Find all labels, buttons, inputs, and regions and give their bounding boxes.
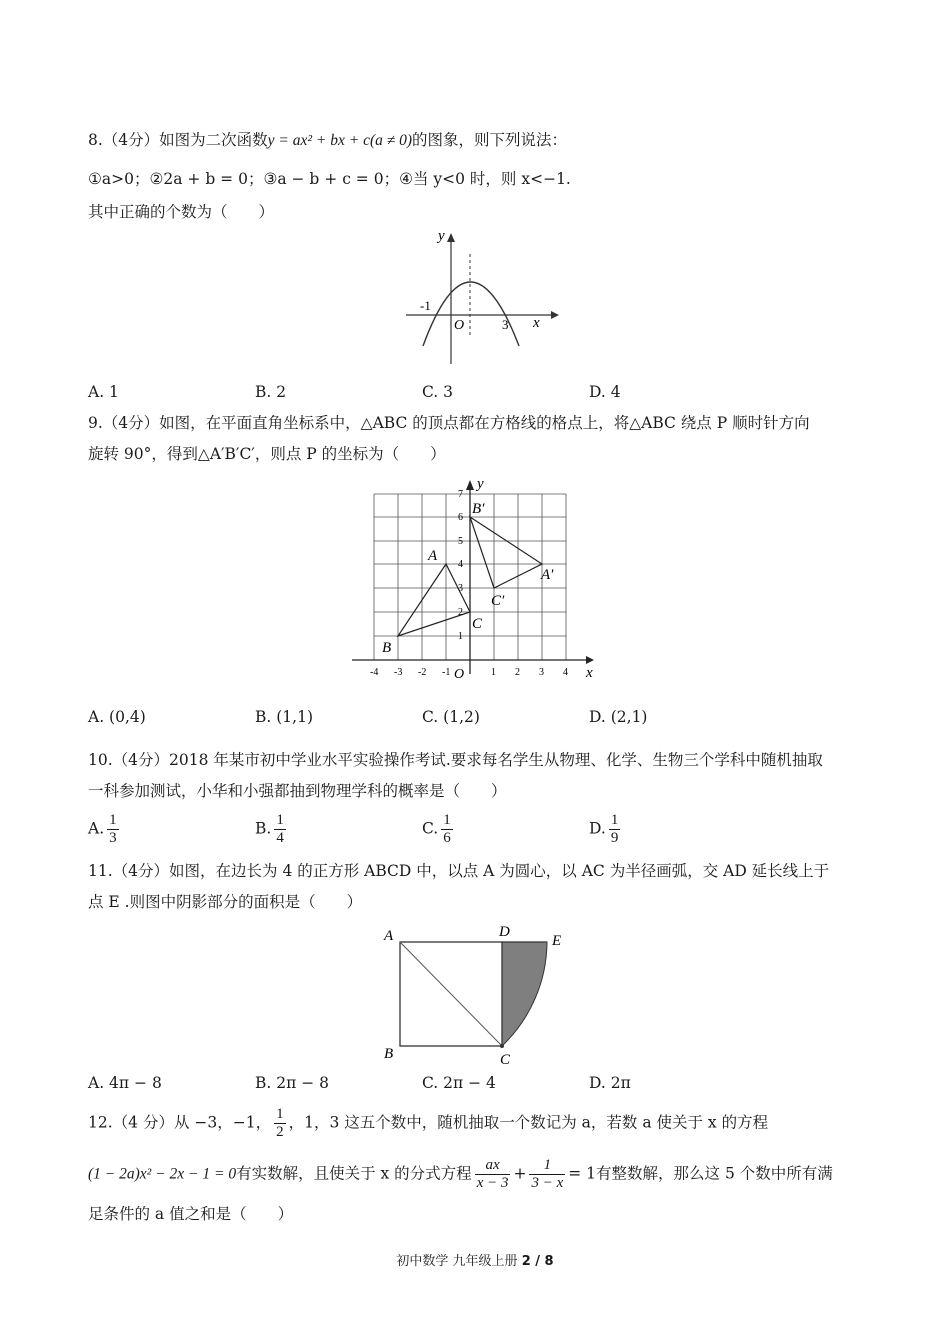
fraction-one [529, 1157, 565, 1192]
label-b-prime: B′ [472, 501, 485, 517]
label-a: A [428, 548, 438, 564]
q8-prefix: 8.（4分）如图为二次函数 [88, 131, 268, 149]
y-tick: 4 [458, 559, 463, 570]
fraction-denominator: 3 [109, 830, 117, 846]
x-tick: 2 [515, 667, 520, 678]
q10-option-b[interactable] [255, 812, 289, 847]
q9-option-d[interactable]: D. (2,1) [589, 708, 648, 726]
fraction-denominator: x − 3 [476, 1175, 509, 1191]
q12-line3: 足条件的 a 值之和是（ ） [88, 1205, 294, 1223]
x-tick: -2 [418, 667, 427, 678]
q12-part3: 有实数解，且使关于 x 的分式方程 [236, 1164, 472, 1183]
fraction-numerator: 1 [443, 812, 451, 828]
fraction-numerator: 1 [109, 812, 117, 828]
fraction-numerator: 1 [529, 1157, 565, 1175]
x-tick: -4 [370, 667, 379, 678]
fraction-denominator: 4 [276, 830, 284, 846]
label-c: C [500, 1052, 511, 1067]
q11-line2: 点 E .则图中阴影部分的面积是（ ） [88, 893, 363, 911]
square-arc-figure [380, 922, 575, 1067]
label-a-prime: A′ [541, 567, 554, 583]
fraction-denominator: 9 [610, 830, 619, 846]
option-label: A. [88, 819, 105, 838]
label-a: A [384, 928, 394, 944]
q10-option-a[interactable] [88, 812, 122, 847]
graph-origin-label: O [454, 318, 465, 333]
fraction-ax [475, 1157, 511, 1192]
q10-option-c[interactable] [422, 812, 456, 847]
graph-x-label: x [533, 315, 540, 331]
page-number: 2 / 8 [521, 1254, 554, 1269]
parabola-graph [396, 226, 566, 368]
coordinate-grid-figure [350, 474, 602, 684]
label-e: E [552, 933, 562, 949]
plus-sign: + [513, 1164, 527, 1183]
triangle-abc [398, 564, 470, 636]
fraction-denominator: 2 [276, 1124, 284, 1140]
label-d: D [499, 924, 510, 940]
q12-part4: 有整数解，那么这 5 个数中所有满 [596, 1164, 833, 1183]
q11-option-d[interactable]: D. 2π [589, 1074, 631, 1092]
x-tick: -3 [394, 667, 403, 678]
q8-question: 其中正确的个数为（ ） [88, 203, 275, 221]
q8-option-a[interactable]: A. 1 [88, 383, 119, 401]
page-footer [0, 1250, 950, 1269]
fraction [274, 812, 286, 847]
option-label: C. [422, 819, 439, 838]
label-c: C [472, 616, 483, 632]
x-tick: -1 [442, 667, 451, 678]
y-tick: 3 [458, 583, 463, 594]
q8-suffix: 的图象，则下列说法： [412, 131, 568, 149]
q8-option-b[interactable]: B. 2 [255, 383, 287, 401]
q10-option-d[interactable] [589, 812, 623, 847]
y-tick: 2 [458, 607, 463, 618]
fraction-numerator: 1 [276, 1106, 284, 1122]
equals-one: = 1 [568, 1164, 597, 1183]
shaded-region [502, 942, 547, 1046]
q8-option-c[interactable]: C. 3 [422, 383, 454, 401]
x-tick: 4 [563, 667, 568, 678]
q10-line1: 10.（4分）2018 年某市初中学业水平实验操作考试.要求每名学生从物理、化学、生物三个学科中随机抽取 [88, 751, 823, 769]
label-c-prime: C′ [491, 593, 505, 609]
fraction-denominator: 3 − x [531, 1175, 564, 1191]
fraction [609, 812, 621, 847]
fraction [441, 812, 453, 847]
q8-line1 [88, 129, 567, 152]
footer-text: 初中数学 九年级上册 [396, 1254, 522, 1269]
fraction-numerator: ax [475, 1157, 511, 1175]
q9-line2: 旋转 90°，得到△A′B′C′，则点 P 的坐标为（ ） [88, 445, 446, 463]
q11-option-c[interactable]: C. 2π − 4 [422, 1074, 496, 1092]
q12-part2: ，1，3 这五个数中，随机抽取一个数记为 a，若数 a 使关于 x 的方程 [288, 1113, 769, 1132]
fraction-denominator: 6 [443, 830, 451, 846]
q9-option-c[interactable]: C. (1,2) [422, 708, 480, 726]
grid-x-arrow-icon [586, 656, 594, 664]
fraction-numerator: 1 [276, 812, 284, 828]
x-axis-arrow-icon [551, 311, 559, 319]
q12-equation: (1 − 2a)x² − 2x − 1 = 0 [88, 1165, 237, 1183]
point-c [500, 1044, 504, 1048]
q8-option-d[interactable]: D. 4 [589, 383, 621, 401]
triangle-abc-prime [470, 517, 542, 588]
q12-line1 [88, 1106, 768, 1141]
x-tick-labels [370, 667, 568, 678]
label-b: B [382, 640, 392, 656]
y-tick: 1 [458, 631, 463, 642]
y-tick: 5 [458, 536, 463, 547]
q9-line1: 9.（4分）如图，在平面直角坐标系中，△ABC 的顶点都在方格线的格点上，将△ABC 绕点 P 顺时针方向 [88, 414, 810, 432]
graph-three-label: 3 [502, 317, 509, 332]
diagonal-ac [400, 942, 502, 1046]
option-label: D. [589, 819, 606, 838]
fraction [107, 812, 119, 847]
x-tick: 3 [539, 667, 544, 678]
q9-option-a[interactable]: A. (0,4) [88, 708, 146, 726]
y-tick-labels [458, 489, 463, 642]
q8-statements: ①a>0；②2a + b = 0；③a − b + c = 0；④当 y<0 时，则 x<−1. [88, 170, 571, 188]
grid-y-arrow-icon [466, 480, 474, 490]
q12-part1: 12.（4 分）从 −3，−1， [88, 1113, 272, 1132]
q11-line1: 11.（4分）如图，在边长为 4 的正方形 ABCD 中，以点 A 为圆心，以 AC 为半径画弧，交 AD 延长线上于 [88, 862, 830, 880]
q12-line2 [88, 1157, 833, 1192]
x-tick: 1 [491, 667, 496, 678]
graph-y-label: y [438, 228, 445, 244]
grid-origin-label: O [454, 667, 465, 682]
grid-x-label: x [586, 665, 593, 681]
q11-option-a[interactable]: A. 4π − 8 [88, 1074, 162, 1092]
q9-option-b[interactable]: B. (1,1) [255, 708, 313, 726]
q10-line2: 一科参加测试，小华和小强都抽到物理学科的概率是（ ） [88, 782, 507, 800]
y-tick: 6 [458, 512, 463, 523]
q8-formula: y = ax² + bx + c(a ≠ 0) [267, 132, 413, 149]
y-tick: 7 [458, 489, 463, 500]
grid-y-label: y [477, 476, 484, 492]
y-axis-arrow-icon [447, 233, 455, 242]
option-label: B. [255, 819, 272, 838]
fraction-half [274, 1106, 286, 1141]
q11-option-b[interactable]: B. 2π − 8 [255, 1074, 329, 1092]
label-b: B [384, 1046, 394, 1062]
graph-minus-one-label: -1 [420, 298, 431, 313]
parabola-curve [423, 282, 519, 346]
fraction-numerator: 1 [610, 812, 619, 828]
